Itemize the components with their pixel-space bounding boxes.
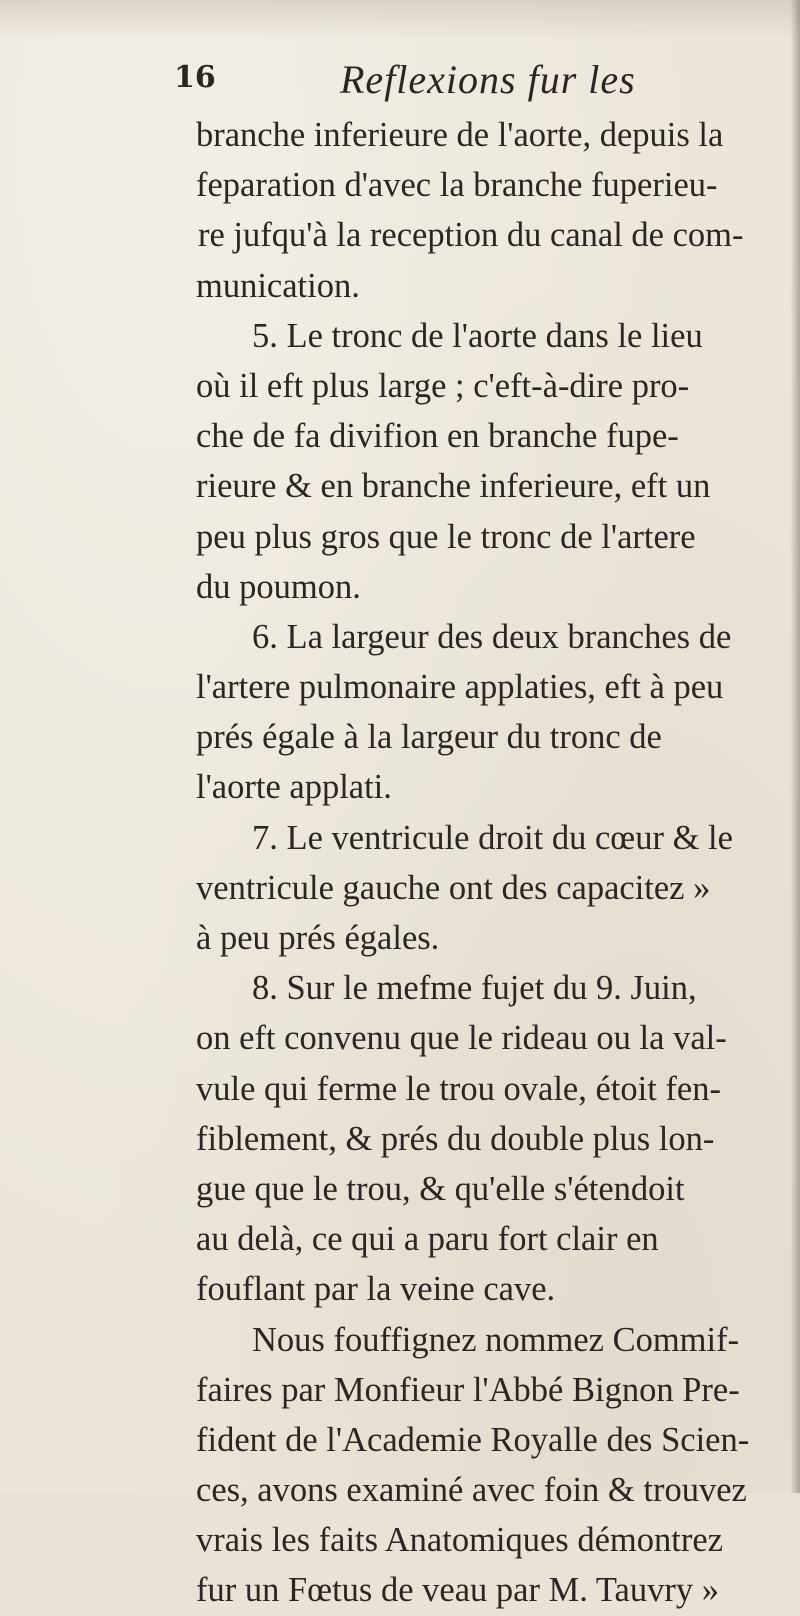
paragraph-start: Nous fouffignez nommez Commif-: [252, 1320, 740, 1359]
page-top-shadow: [0, 0, 800, 40]
text-line: on eft convenu que le rideau ou la val-: [196, 1019, 727, 1058]
text-line: ventricule gauche ont des capacitez »: [196, 868, 711, 907]
text-line: branche inferieure de l'aorte, depuis la: [196, 116, 724, 154]
text-line: l'aorte applati.: [196, 768, 392, 807]
text-line: au delà, ce qui a paru fort clair en: [196, 1220, 659, 1259]
text-line: fident de l'Academie Royalle des Scien-: [196, 1420, 750, 1459]
text-line: fur un Fœtus de veau par M. Tauvry »: [196, 1571, 719, 1610]
text-line: fiblement, & prés du double plus lon-: [196, 1119, 715, 1158]
text-line: vule qui ferme le trou ovale, étoit fen-: [196, 1069, 721, 1108]
page-number: 16: [174, 60, 216, 95]
text-line: gue que le trou, & qu'elle s'étendoit: [196, 1169, 685, 1208]
text-line: l'artere pulmonaire applaties, eft à peu: [196, 668, 724, 707]
text-line: vrais les faits Anatomiques démontrez: [196, 1521, 723, 1560]
text-line: ces, avons examiné avec foin & trouvez: [196, 1471, 747, 1510]
text-line: rieure & en branche inferieure, eft un: [196, 467, 711, 506]
text-line: où il eft plus large ; c'eft-à-dire pro-: [196, 366, 690, 405]
text-line: re jufqu'à la reception du canal de com-: [198, 216, 744, 255]
page-right-edge: [790, 0, 800, 1493]
text-line: fouflant par la veine cave.: [196, 1270, 556, 1309]
text-line: che de fa divifion en branche fupe-: [196, 417, 679, 456]
running-head: Reflexions fur les: [340, 57, 636, 102]
paragraph-start: 6. La largeur des deux branches de: [252, 617, 732, 656]
paragraph-start: 5. Le tronc de l'aorte dans le lieu: [252, 316, 703, 355]
body-text: [196, 110, 756, 1616]
text-line: peu plus gros que le tronc de l'artere: [196, 517, 696, 556]
text-line: prés égale à la largeur du tronc de: [196, 718, 662, 757]
page-header: [174, 57, 734, 104]
text-line: munication.: [196, 266, 360, 305]
text-line: du poumon.: [196, 567, 361, 606]
text-line: feparation d'avec la branche fuperieu-: [196, 166, 718, 205]
paragraph-start: 8. Sur le mefme fujet du 9. Juin,: [252, 969, 697, 1008]
paragraph-start: 7. Le ventricule droit du cœur & le: [252, 818, 733, 857]
text-line: faires par Monfieur l'Abbé Bignon Pre-: [196, 1370, 740, 1409]
text-line: à peu prés égales.: [196, 919, 440, 957]
